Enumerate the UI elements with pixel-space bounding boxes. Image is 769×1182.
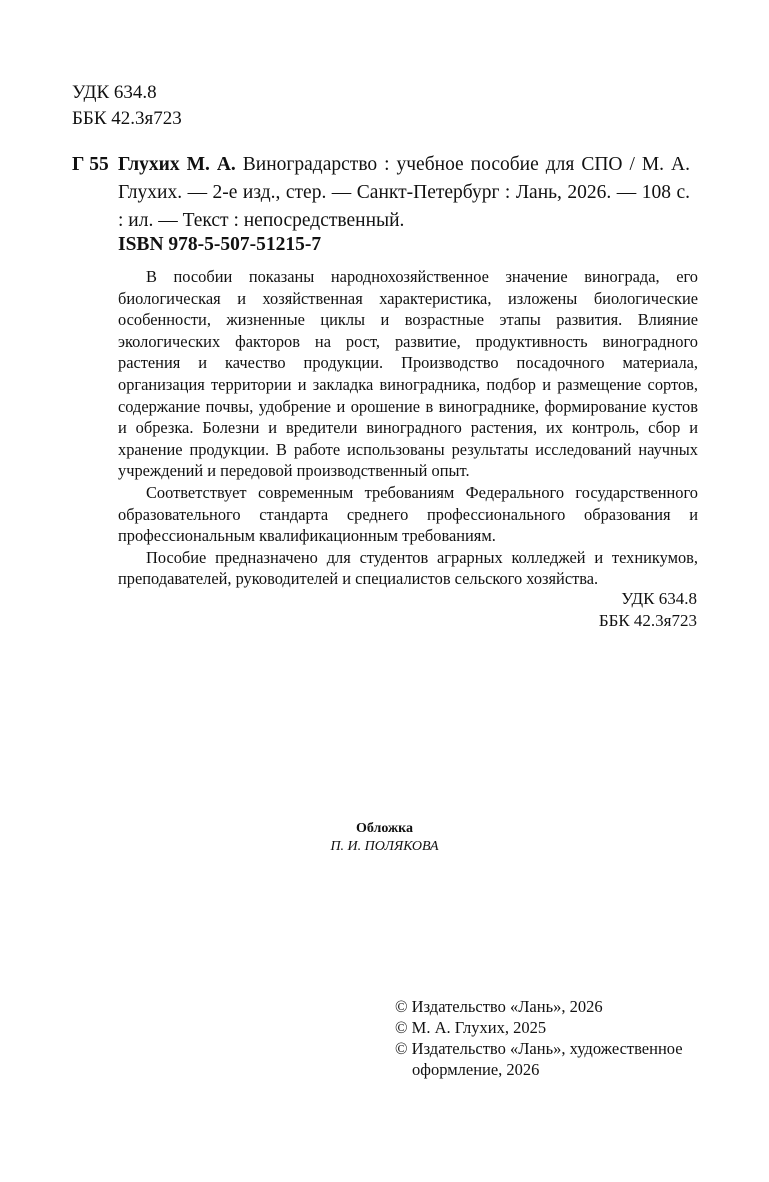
annotation [118, 266, 698, 590]
classification-footer [599, 588, 697, 632]
bibliographic-entry [118, 151, 690, 235]
copyright-line: © Издательство «Лань», художественное [395, 1039, 683, 1058]
annotation-paragraph: В пособии показаны народнохозяйственное значение винограда, его биологическая и хозяйственная характеристика, изложены биологические особенности, жизненные циклы и возрастные этапы развития. Влияние экологических факторов на рост, развитие, продуктивность виноградного растения и качество продукции. Производство посадочного материала, организация территории и закладка виноградника, подбор и размещение сортов, содержание почвы, удобрение и орошение в винограднике, формирование кустов и обрезка. Болезни и вредители виноградного растения, их контроль, сбор и хранение продукции. В работе использованы результаты исследований научных учреждений и передовой производственный опыт. [118, 267, 698, 481]
author-name: Глухих М. А. [118, 154, 236, 175]
copyright-block [395, 996, 683, 1080]
copyright-line: оформление, 2026 [412, 1060, 540, 1079]
udk-code: УДК 634.8 [621, 589, 697, 608]
bbk-code: ББК 42.3я723 [72, 108, 182, 129]
copyright-line: © М. А. Глухих, 2025 [395, 1018, 547, 1037]
copyright-line: © Издательство «Лань», 2026 [395, 997, 603, 1016]
annotation-paragraph: Соответствует современным требованиям Федерального государственного образовательного стандарта среднего профессионального образования и профессиональным квалификационным требованиям. [118, 482, 698, 546]
cover-credit [0, 820, 769, 856]
bibliographic-description: Виноградарство : учебное пособие для СПО / М. А. Глухих. — 2-е изд., стер. — Санкт-Петербург : Лань, 2026. — 108 с. : ил. — Текст : непосредственный. [118, 154, 690, 231]
isbn: ISBN 978-5-507-51215-7 [118, 234, 322, 255]
cover-credit-name: П. И. ПОЛЯКОВА [330, 839, 439, 854]
bibliographic-record [72, 151, 690, 235]
classification-header [72, 80, 182, 132]
cover-credit-label: Обложка [355, 821, 414, 836]
bbk-code: ББК 42.3я723 [598, 611, 697, 630]
author-sign: Г 55 [72, 154, 109, 175]
annotation-paragraph: Пособие предназначено для студентов аграрных колледжей и техникумов, преподавателей, руководителей и специалистов сельского хозяйства. [118, 547, 698, 589]
udk-code: УДК 634.8 [72, 82, 157, 103]
